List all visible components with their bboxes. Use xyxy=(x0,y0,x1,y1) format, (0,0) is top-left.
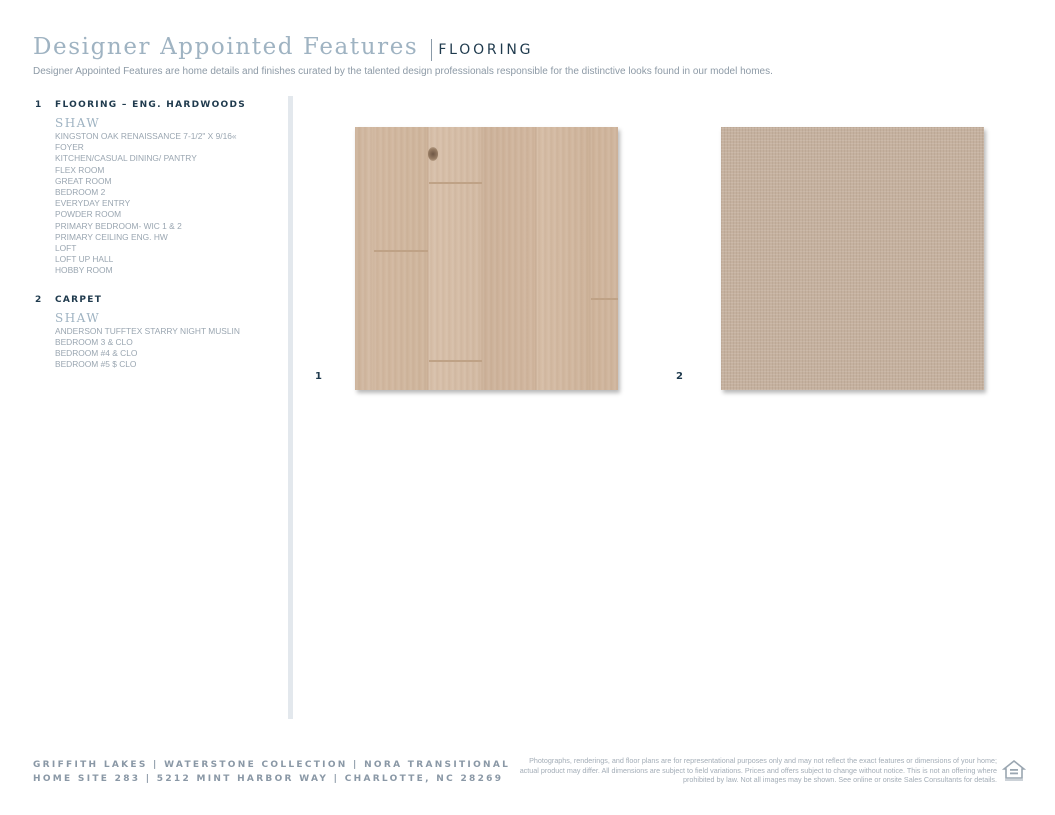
page-title: Designer Appointed Features xyxy=(33,34,419,60)
list-item: POWDER ROOM xyxy=(55,209,122,220)
page-header xyxy=(33,34,533,60)
list-item: FLEX ROOM xyxy=(55,164,105,175)
carpet-swatch-image xyxy=(721,127,984,390)
list-item: EVERYDAY ENTRY xyxy=(55,198,131,209)
legal-disclaimer: Photographs, renderings, and floor plans are for representational purposes only and may not reflect the exact features or dimensions of your home; actual product may differ. All dimensions are subject to field variations. Prices and offers subject to change without notice. This is not an offering where prohibited by law. Not all images may be shown. See online or onsite Sales Consultants for details. xyxy=(519,756,997,785)
plank-seam xyxy=(429,360,482,362)
list-item: BEDROOM #4 & CLO xyxy=(55,348,138,359)
footer-address xyxy=(33,758,510,786)
plank-seam xyxy=(591,298,618,300)
footer-community: GRIFFITH LAKES | WATERSTONE COLLECTION | NORA TRANSITIONAL xyxy=(33,760,511,770)
list-item: KITCHEN/CASUAL DINING/ PANTRY xyxy=(55,153,197,164)
list-item: PRIMARY BEDROOM- WIC 1 & 2 xyxy=(55,220,182,231)
list-item: ANDERSON TUFFTEX STARRY NIGHT MUSLIN xyxy=(55,325,240,336)
section-number: 1 xyxy=(35,100,42,110)
footer-homesite: HOME SITE 283 | 5212 MINT HARBOR WAY | CHARLOTTE, NC 28269 xyxy=(33,774,504,784)
list-item: PRIMARY CEILING ENG. HW xyxy=(55,231,168,242)
list-item: LOFT UP HALL xyxy=(55,254,114,265)
intro-text: Designer Appointed Features are home details and finishes curated by the talented design professionals responsible for the distinctive looks found in our model homes. xyxy=(33,66,773,77)
item-list xyxy=(55,131,285,277)
plank-seam xyxy=(429,182,482,184)
section-heading xyxy=(35,100,285,110)
list-item: LOFT xyxy=(55,243,77,254)
wood-knot xyxy=(428,147,438,161)
brand-name: SHAW xyxy=(55,116,101,130)
section-number: 2 xyxy=(35,294,42,305)
list-item: HOBBY ROOM xyxy=(55,265,113,276)
list-item: BEDROOM 3 & CLO xyxy=(55,336,133,347)
section-title: FLOORING – ENG. HARDWOODS xyxy=(55,100,247,110)
wood-grain-texture xyxy=(355,127,618,390)
section-heading xyxy=(35,295,285,305)
title-divider xyxy=(431,39,432,61)
brand-name: SHAW xyxy=(55,310,101,325)
title-row xyxy=(33,34,533,60)
list-item: BEDROOM #5 $ CLO xyxy=(55,359,137,370)
wood-swatch-image xyxy=(355,127,618,390)
item-list xyxy=(55,326,285,371)
features-list xyxy=(35,100,285,388)
section-carpet xyxy=(35,295,285,371)
list-item: KINGSTON OAK RENAISSANCE 7-1/2" X 9/16« xyxy=(55,131,237,141)
plank-seam xyxy=(374,250,428,252)
section-flooring xyxy=(35,100,285,277)
list-item: GREAT ROOM xyxy=(55,175,112,186)
list-item: FOYER xyxy=(55,142,84,153)
section-title: CARPET xyxy=(55,294,103,305)
equal-housing-opportunity-icon xyxy=(1002,758,1026,782)
vertical-divider xyxy=(288,96,293,719)
list-item: BEDROOM 2 xyxy=(55,187,106,198)
swatch-number: 2 xyxy=(676,371,683,382)
swatch-number: 1 xyxy=(315,371,322,382)
page-subtitle: FLOORING xyxy=(438,42,534,58)
